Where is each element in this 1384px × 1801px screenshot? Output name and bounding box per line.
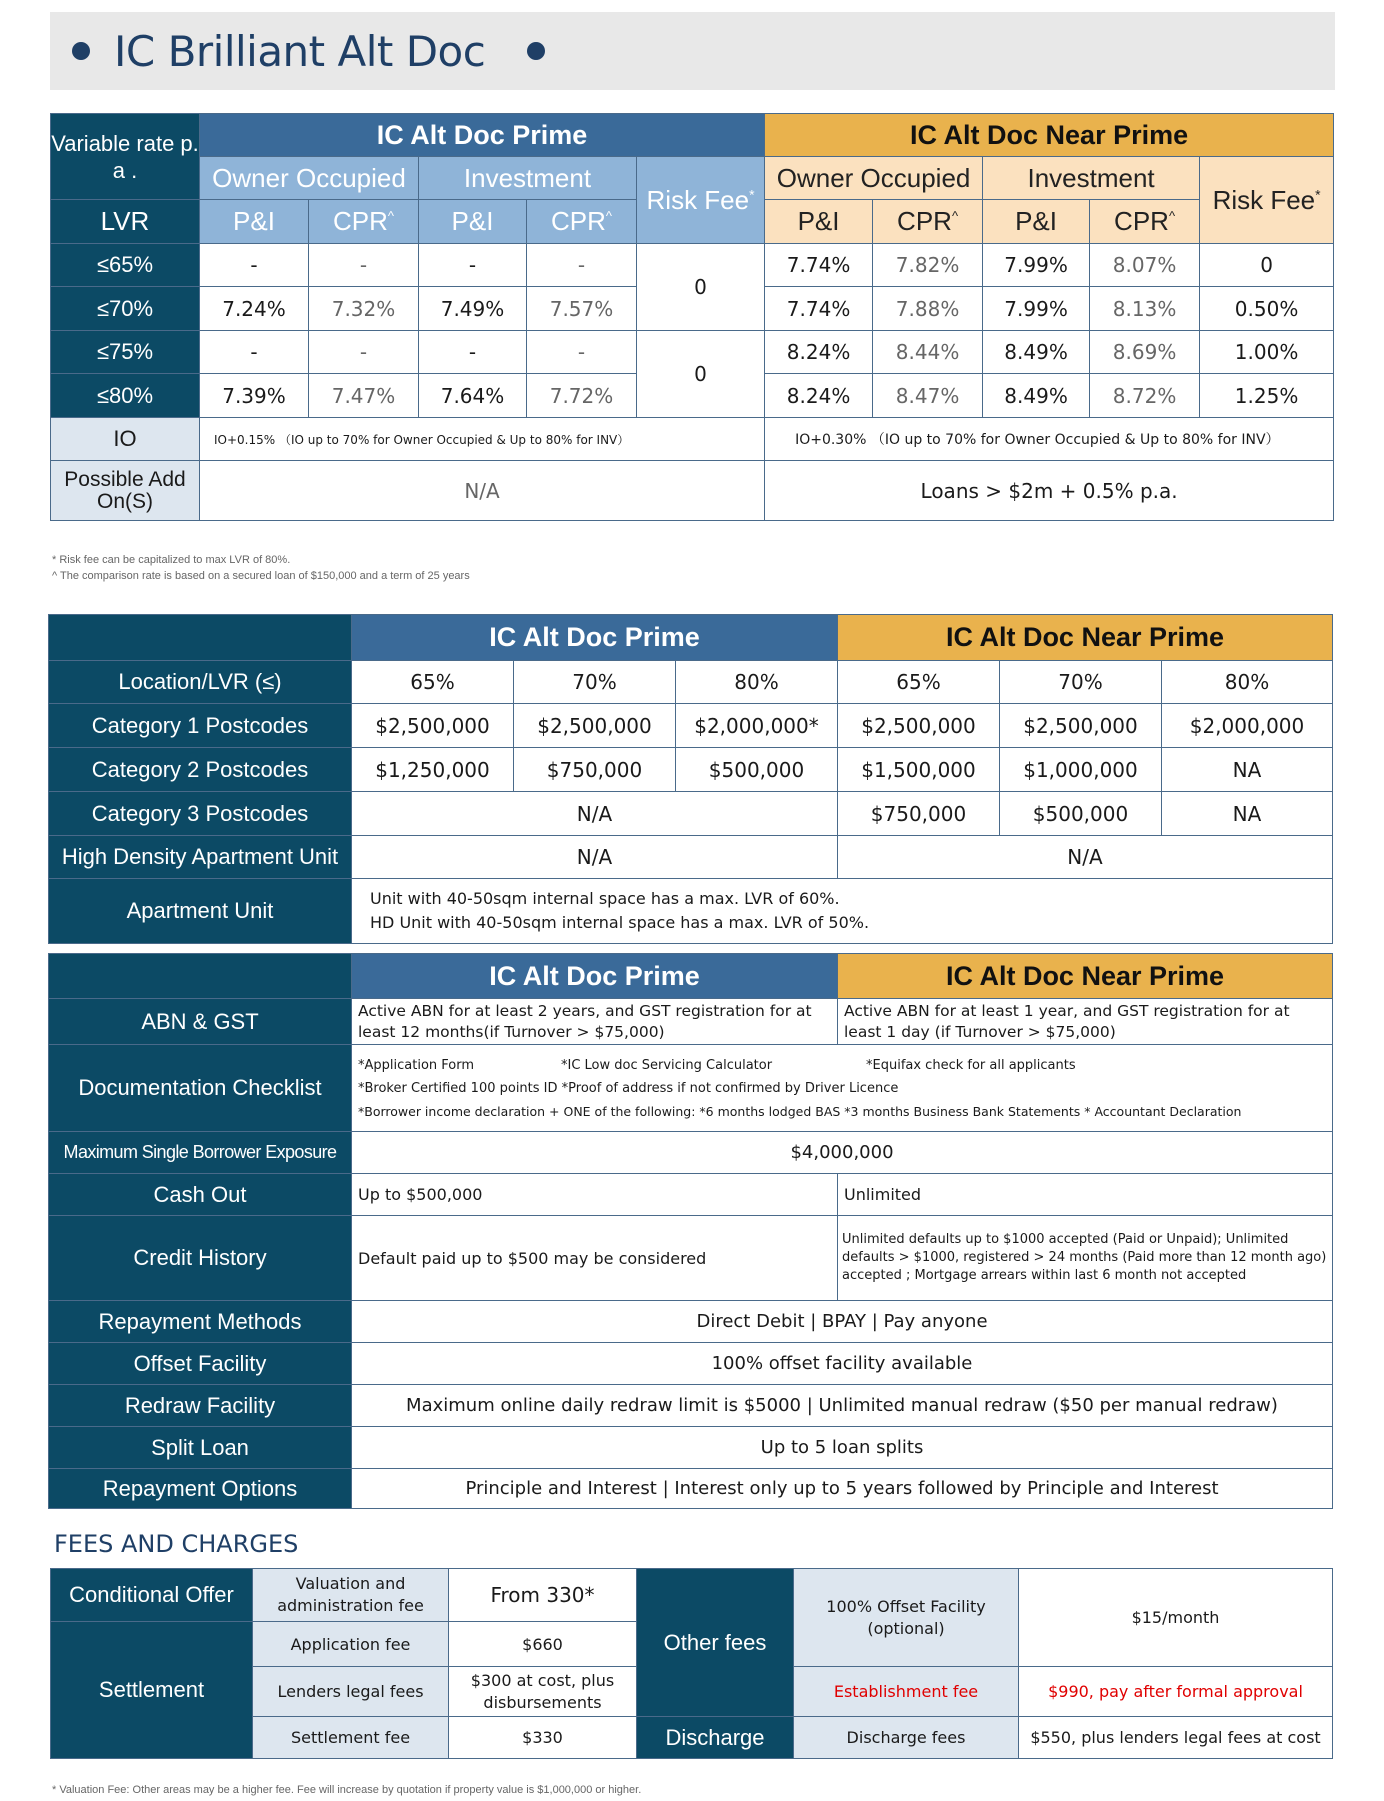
offset-fee-label: 100% Offset Facility (optional) (794, 1569, 1019, 1667)
exposure-value: $4,000,000 (352, 1132, 1333, 1174)
features-prime-header: IC Alt Doc Prime (352, 954, 838, 999)
rate-cell: 7.88% (873, 287, 983, 331)
documentation-label: Documentation Checklist (49, 1045, 352, 1132)
abn-near: Active ABN for at least 1 year, and GST registration for at least 1 day (if Turnover > $75,000) (838, 999, 1333, 1045)
category-1-label: Category 1 Postcodes (49, 704, 352, 748)
near-prime-header: IC Alt Doc Near Prime (765, 114, 1334, 157)
rate-cell: 7.99% (983, 244, 1090, 287)
limit-cell: N/A (838, 836, 1333, 879)
lvr-header: 70% (1000, 661, 1162, 704)
prime-inv-pi: P&I (419, 200, 527, 244)
near-inv-cpr: CPR^ (1090, 200, 1200, 244)
rate-cell: 7.47% (309, 374, 419, 418)
lvr-cell: ≤80% (51, 374, 200, 418)
rate-row (51, 244, 1334, 287)
near-fee-cell: 0 (1200, 244, 1334, 287)
rate-row (51, 331, 1334, 374)
fees-table (50, 1568, 1333, 1759)
prime-risk-fee: Risk Fee* (637, 157, 765, 244)
limit-cell: $2,000,000* (676, 704, 838, 748)
rate-cell: 7.57% (527, 287, 637, 331)
note-line: * Risk fee can be capitalized to max LVR of 80%. (52, 554, 291, 566)
application-fee-value: $660 (449, 1622, 637, 1667)
documentation-list (352, 1045, 1333, 1132)
near-fee-cell: 1.25% (1200, 374, 1334, 418)
valuation-fee-value: From 330* (449, 1569, 637, 1622)
doc-line: *Borrower income declaration + ONE of the following: *6 months lodged BAS *3 months Business Bank Statements * Accountant Declaration (358, 1103, 1242, 1119)
settlement-label: Settlement (51, 1622, 253, 1759)
repayment-options-value: Principle and Interest | Interest only up to 5 years followed by Principle and Interest (352, 1469, 1333, 1509)
location-prime-header: IC Alt Doc Prime (352, 615, 838, 661)
application-fee-label: Application fee (253, 1622, 449, 1667)
other-fees-label: Other fees (637, 1569, 794, 1717)
rate-cell: 8.07% (1090, 244, 1200, 287)
limit-cell: $500,000 (1000, 792, 1162, 836)
credit-history-prime: Default paid up to $500 may be considered (352, 1216, 838, 1301)
settlement-fee-value: $330 (449, 1717, 637, 1759)
limit-cell: N/A (352, 792, 838, 836)
near-investment: Investment (983, 157, 1200, 200)
limit-cell: $1,000,000 (1000, 748, 1162, 792)
rate-cell: 8.13% (1090, 287, 1200, 331)
io-label: IO (51, 418, 200, 461)
high-density-label: High Density Apartment Unit (49, 836, 352, 879)
rate-cell: 7.82% (873, 244, 983, 287)
near-inv-pi: P&I (983, 200, 1090, 244)
prime-header: IC Alt Doc Prime (200, 114, 765, 157)
repayment-methods-value: Direct Debit | BPAY | Pay anyone (352, 1301, 1333, 1343)
limit-cell: $1,250,000 (352, 748, 514, 792)
apartment-unit-label: Apartment Unit (49, 879, 352, 944)
lvr-cell: ≤70% (51, 287, 200, 331)
features-corner (49, 954, 352, 999)
conditional-offer-label: Conditional Offer (51, 1569, 253, 1622)
rates-table (50, 113, 1334, 521)
legal-fee-label: Lenders legal fees (253, 1667, 449, 1717)
discharge-fee-value: $550, plus lenders legal fees at cost (1019, 1717, 1333, 1759)
rate-cell: 8.69% (1090, 331, 1200, 374)
rate-cell: - (200, 331, 309, 374)
apartment-unit-text (352, 879, 1333, 944)
repayment-options-label: Repayment Options (49, 1469, 352, 1509)
abn-gst-label: ABN & GST (49, 999, 352, 1045)
near-owner-occupied: Owner Occupied (765, 157, 983, 200)
lvr-header: 65% (352, 661, 514, 704)
addon-prime: N/A (200, 461, 765, 521)
lvr-header: 65% (838, 661, 1000, 704)
limit-cell: NA (1162, 748, 1333, 792)
rate-cell: - (527, 244, 637, 287)
valuation-footnote: * Valuation Fee: Other areas may be a higher fee. Fee will increase by quotation if property value is $1,000,000 or higher. (52, 1784, 642, 1796)
prime-fee-cell: 0 (637, 331, 765, 418)
variable-rate-label: Variable rate p. a . (51, 114, 200, 200)
apartment-line: Unit with 40-50sqm internal space has a max. LVR of 60%. (370, 889, 840, 908)
lvr-label: LVR (51, 200, 200, 244)
prime-investment: Investment (419, 157, 637, 200)
rate-cell: 8.49% (983, 374, 1090, 418)
rate-cell: 7.24% (200, 287, 309, 331)
cash-out-prime: Up to $500,000 (352, 1174, 838, 1216)
features-table (48, 953, 1333, 1509)
rate-cell: 7.99% (983, 287, 1090, 331)
rate-cell: - (309, 244, 419, 287)
cash-out-label: Cash Out (49, 1174, 352, 1216)
prime-oo-pi: P&I (200, 200, 309, 244)
offset-facility-label: Offset Facility (49, 1343, 352, 1385)
split-loan-label: Split Loan (49, 1427, 352, 1469)
lvr-header: 80% (676, 661, 838, 704)
rate-cell: 7.39% (200, 374, 309, 418)
addon-near: Loans > $2m + 0.5% p.a. (765, 461, 1334, 521)
legal-fee-value: $300 at cost, plus disbursements (449, 1667, 637, 1717)
page-title: IC Brilliant Alt Doc (114, 26, 486, 76)
doc-line: *Application Form *IC Low doc Servicing Calculator *Equifax check for all applicants (358, 1057, 1076, 1073)
rate-cell: 7.72% (527, 374, 637, 418)
lvr-header: 70% (514, 661, 676, 704)
location-near-header: IC Alt Doc Near Prime (838, 615, 1333, 661)
lvr-header: 80% (1162, 661, 1333, 704)
rate-cell: 8.24% (765, 374, 873, 418)
repayment-methods-label: Repayment Methods (49, 1301, 352, 1343)
lvr-cell: ≤65% (51, 244, 200, 287)
location-corner (49, 615, 352, 661)
rate-cell: 8.44% (873, 331, 983, 374)
limit-cell: $2,500,000 (838, 704, 1000, 748)
near-fee-cell: 0.50% (1200, 287, 1334, 331)
establishment-fee-label: Establishment fee (794, 1667, 1019, 1717)
category-3-label: Category 3 Postcodes (49, 792, 352, 836)
location-table (48, 614, 1333, 944)
limit-cell: $750,000 (514, 748, 676, 792)
rate-cell: 8.47% (873, 374, 983, 418)
rate-cell: - (419, 244, 527, 287)
limit-cell: $1,500,000 (838, 748, 1000, 792)
establishment-fee-value: $990, pay after formal approval (1019, 1667, 1333, 1717)
rate-cell: 7.74% (765, 287, 873, 331)
rate-cell: 7.49% (419, 287, 527, 331)
cash-out-near: Unlimited (838, 1174, 1333, 1216)
limit-cell: $2,000,000 (1162, 704, 1333, 748)
offset-fee-value: $15/month (1019, 1569, 1333, 1667)
credit-history-near: Unlimited defaults up to $1000 accepted (Paid or Unpaid); Unlimited defaults > $1000, registered > 24 months (Paid more than 12 month ago) accepted ; Mortgage arrears within last 6 month not accepted (838, 1216, 1333, 1301)
io-near: IO+0.30% （IO up to 70% for Owner Occupied & Up to 80% for INV） (765, 418, 1334, 461)
io-prime: IO+0.15% （IO up to 70% for Owner Occupied & Up to 80% for INV） (200, 418, 765, 461)
near-fee-cell: 1.00% (1200, 331, 1334, 374)
prime-oo-cpr: CPR^ (309, 200, 419, 244)
redraw-facility-value: Maximum online daily redraw limit is $5000 | Unlimited manual redraw ($50 per manual redraw) (352, 1385, 1333, 1427)
prime-owner-occupied: Owner Occupied (200, 157, 419, 200)
near-oo-cpr: CPR^ (873, 200, 983, 244)
split-loan-value: Up to 5 loan splits (352, 1427, 1333, 1469)
fees-title: FEES AND CHARGES (54, 1530, 299, 1558)
discharge-label: Discharge (637, 1717, 794, 1759)
rate-cell: 8.72% (1090, 374, 1200, 418)
title-bar (50, 12, 1335, 90)
bullet-icon (527, 42, 545, 60)
rate-cell: - (309, 331, 419, 374)
offset-facility-value: 100% offset facility available (352, 1343, 1333, 1385)
doc-line: *Broker Certified 100 points ID *Proof of address if not confirmed by Driver Licence (358, 1080, 899, 1096)
limit-cell: $750,000 (838, 792, 1000, 836)
limit-cell: N/A (352, 836, 838, 879)
rate-cell: 7.74% (765, 244, 873, 287)
features-near-header: IC Alt Doc Near Prime (838, 954, 1333, 999)
near-risk-fee: Risk Fee* (1200, 157, 1334, 244)
location-lvr-label: Location/LVR (≤) (49, 661, 352, 704)
rate-notes (52, 552, 470, 584)
limit-cell: $2,500,000 (514, 704, 676, 748)
limit-cell: $2,500,000 (1000, 704, 1162, 748)
valuation-fee-label: Valuation and administration fee (253, 1569, 449, 1622)
abn-prime: Active ABN for at least 2 years, and GST registration for at least 12 months(if Turnover > $75,000) (352, 999, 838, 1045)
apartment-line: HD Unit with 40-50sqm internal space has a max. LVR of 50%. (370, 913, 870, 932)
rate-cell: - (200, 244, 309, 287)
redraw-facility-label: Redraw Facility (49, 1385, 352, 1427)
near-oo-pi: P&I (765, 200, 873, 244)
bullet-icon (72, 42, 90, 60)
rate-cell: 8.24% (765, 331, 873, 374)
discharge-fee-label: Discharge fees (794, 1717, 1019, 1759)
note-line: ^ The comparison rate is based on a secured loan of $150,000 and a term of 25 years (52, 570, 470, 582)
prime-fee-cell: 0 (637, 244, 765, 331)
rate-cell: - (527, 331, 637, 374)
limit-cell: $2,500,000 (352, 704, 514, 748)
addon-label: Possible Add On(S) (51, 461, 200, 521)
settlement-fee-label: Settlement fee (253, 1717, 449, 1759)
limit-cell: NA (1162, 792, 1333, 836)
credit-history-label: Credit History (49, 1216, 352, 1301)
category-2-label: Category 2 Postcodes (49, 748, 352, 792)
limit-cell: $500,000 (676, 748, 838, 792)
lvr-cell: ≤75% (51, 331, 200, 374)
exposure-label: Maximum Single Borrower Exposure (49, 1132, 352, 1174)
prime-inv-cpr: CPR^ (527, 200, 637, 244)
rate-cell: 8.49% (983, 331, 1090, 374)
rate-cell: - (419, 331, 527, 374)
rate-cell: 7.64% (419, 374, 527, 418)
rate-cell: 7.32% (309, 287, 419, 331)
